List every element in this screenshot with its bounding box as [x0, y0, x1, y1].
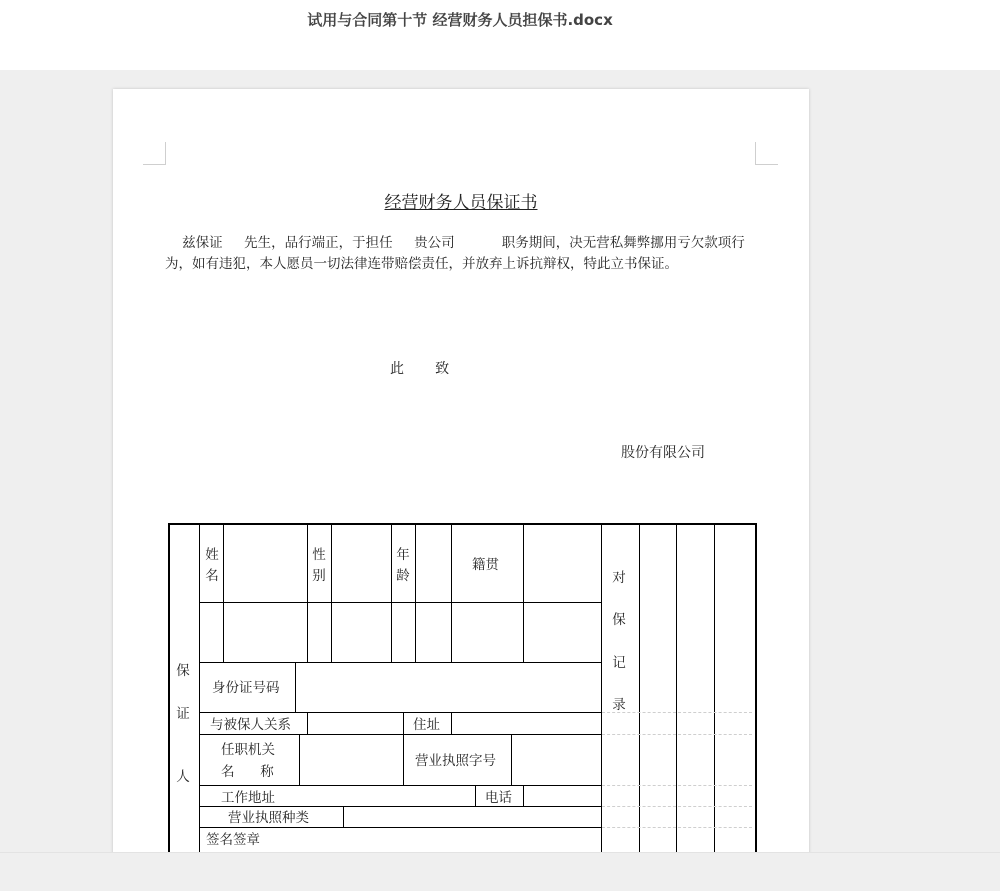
- table-rule: [307, 712, 308, 734]
- native-place-label: 籍贯: [472, 557, 499, 573]
- table-rule: [511, 734, 512, 785]
- table-rule: [331, 525, 332, 662]
- name-label-char-1: 姓: [205, 547, 219, 563]
- margin-corner-top-left: [143, 142, 166, 165]
- paragraph-line-2: 为，如有违犯，本人愿员一切法律连带赔偿责任，并放弃上诉抗辩权，特此立书保证。: [165, 256, 678, 272]
- document-page: [113, 89, 809, 859]
- gender-label-char-1: 性: [312, 547, 326, 563]
- document-heading: 经营财务人员保证书: [384, 193, 538, 213]
- record-char-3: 记: [612, 655, 626, 671]
- id-number-label: 身份证号码: [212, 680, 280, 696]
- license-number-label: 营业执照字号: [415, 753, 496, 769]
- table-rule: [343, 806, 344, 827]
- margin-corner-top-right: [755, 142, 778, 165]
- guarantor-table: [168, 523, 757, 865]
- table-rule: [391, 525, 392, 662]
- table-rule: [299, 734, 300, 785]
- closing-salutation: 此 致: [390, 361, 450, 377]
- license-type-label: 营业执照种类: [228, 810, 309, 826]
- table-rule: [199, 525, 200, 865]
- employer-label-line-2: 名 称: [221, 764, 274, 780]
- guarantor-char-3: 人: [176, 769, 190, 785]
- document-filename: 试用与合同第十节 经营财务人员担保书.docx: [307, 11, 613, 29]
- table-rule: [403, 712, 404, 734]
- table-rule: [523, 525, 524, 662]
- table-rule: [223, 525, 224, 662]
- table-rule: [307, 525, 308, 662]
- table-rule: [676, 525, 677, 865]
- guarantor-char-2: 证: [176, 706, 190, 722]
- title-bar: [0, 0, 1000, 70]
- table-rule: [199, 785, 601, 786]
- table-rule: [415, 525, 416, 662]
- guarantee-paragraph: [165, 233, 765, 275]
- table-rule: [451, 712, 452, 734]
- table-rule: [639, 525, 640, 865]
- age-label-char-1: 年: [396, 547, 410, 563]
- paragraph-line-1: 兹保证 先生，品行端正，于担任 贵公司 职务期间，决无营私舞弊挪用亏欠款项行: [165, 235, 745, 251]
- relation-label: 与被保人关系: [210, 717, 291, 733]
- gender-label-char-2: 别: [312, 568, 326, 584]
- record-char-2: 保: [612, 612, 626, 628]
- table-rule: [199, 602, 601, 603]
- table-rule: [602, 806, 752, 807]
- table-rule: [295, 662, 296, 712]
- phone-label: 电话: [485, 790, 512, 806]
- table-rule: [601, 525, 602, 865]
- record-char-4: 录: [612, 697, 626, 713]
- table-rule: [523, 785, 524, 806]
- signature-label: 签名签章: [206, 832, 260, 848]
- address-label: 住址: [413, 717, 440, 733]
- table-rule: [199, 662, 601, 663]
- record-char-1: 对: [612, 570, 626, 586]
- table-rule: [199, 712, 601, 713]
- employer-label-line-1: 任职机关: [221, 742, 275, 758]
- table-rule: [602, 734, 752, 735]
- table-rule: [475, 785, 476, 806]
- company-name: 股份有限公司: [621, 445, 705, 461]
- table-rule: [602, 785, 752, 786]
- age-label-char-2: 龄: [396, 568, 410, 584]
- guarantor-char-1: 保: [176, 663, 190, 679]
- table-rule: [714, 525, 715, 865]
- table-rule: [403, 734, 404, 785]
- name-label-char-2: 名: [205, 568, 219, 584]
- work-address-label: 工作地址: [221, 790, 275, 806]
- table-rule: [602, 827, 752, 828]
- table-rule: [451, 525, 452, 662]
- bottom-bar: [0, 852, 1000, 891]
